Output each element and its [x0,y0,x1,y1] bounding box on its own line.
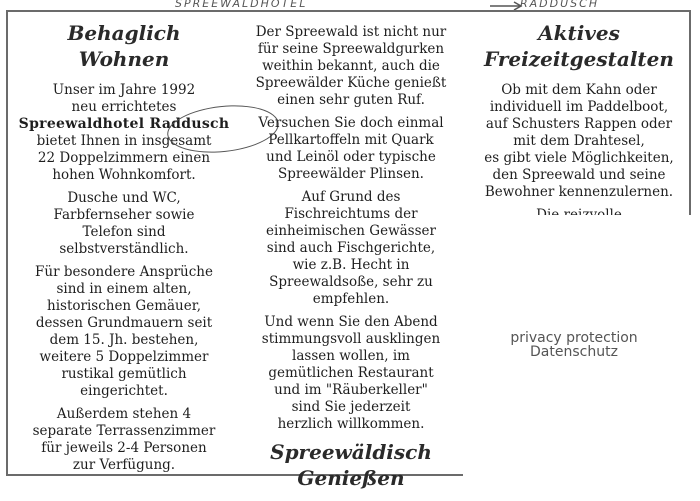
heading-line: Behaglich [67,21,181,45]
text-line: Versuchen Sie doch einmal [258,115,444,131]
text-line: historischen Gemäuer, [47,298,201,314]
text-line: Der Spreewald ist nicht nur [255,24,447,40]
text-line: mit dem Drahtesel, [513,133,645,149]
text-line: gemütlichen Restaurant [268,365,434,381]
heading-behaglich-wohnen [14,20,234,72]
text-line: selbstverständlich. [59,241,189,257]
text-line: einheimischen Gewässer [266,223,436,239]
text-line: stimmungsvoll ausklingen [261,331,441,347]
text-line: hohen Wohnkomfort. [52,167,196,183]
text-line: und Leinöl oder typische [266,149,436,165]
privacy-line: Datenschutz [530,344,618,360]
text-line: Fischreichtums der [284,206,418,222]
text-line: empfehlen. [312,291,390,307]
arrow-icon [490,0,550,10]
text-line: weithin bekannt, auch die [262,58,440,74]
heading-line: Genießen [297,466,405,490]
paragraph-evening [240,314,462,433]
text-line: sind in einem alten, [56,281,192,297]
heading-line: Wohnen [78,47,170,71]
text-line: und im "Räuberkeller" [274,382,428,398]
text-line: wie z.B. Hecht in [292,257,410,273]
text-line: rustikal gemütlich [61,366,187,382]
text-line: für jeweils 2-4 Personen [41,440,207,456]
hotel-name-wrapper [19,116,230,132]
text-line: Ob mit dem Kahn oder [501,82,657,98]
text-line: einen sehr guten Ruf. [277,92,425,108]
privacy-line: privacy protection [510,330,638,346]
text-line: weitere 5 Doppelzimmer [39,349,209,365]
text-line: neu errichtetes [71,99,177,115]
column-spreewaldisch-geniessen [240,24,462,501]
text-line: dessen Grundmauern seit [35,315,213,331]
text-line: Auf Grund des [301,189,401,205]
text-line: Pellkartoffeln mit Quark [268,132,434,148]
text-line: dem 15. Jh. bestehen, [49,332,199,348]
paragraph-fish [240,189,462,308]
hotel-name: Spreewaldhotel Raddusch [18,116,230,132]
text-line: zur Verfügung. [72,457,176,473]
text-line: für seine Spreewaldgurken [257,41,445,57]
paragraph-dishes [240,115,462,183]
text-line: Spreewälder Küche genießt [255,75,447,91]
text-line: auf Schusters Rappen oder [485,116,673,132]
paragraph-historic [14,264,234,400]
paragraph-intro [14,82,234,184]
text-line: Und wenn Sie den Abend [264,314,438,330]
text-line: es gibt viele Möglichkeiten, [484,150,674,166]
text-line: Spreewälder Plinsen. [278,166,424,182]
text-line: lassen wollen, im [292,348,410,364]
text-line: sind Sie jederzeit [291,399,411,415]
heading-line: Freizeitgestalten [484,47,674,71]
text-line: Dusche und WC, [67,190,181,206]
heading-aktives-freizeitgestalten [468,20,690,72]
text-line: Für besondere Ansprüche [35,264,213,280]
paragraph-terrace [14,406,234,474]
paragraph-activities [468,82,690,201]
text-line: individuell im Paddelboot, [489,99,669,115]
text-line: Farbfernseher sowie [53,207,195,223]
column-behaglich-wohnen [14,20,234,480]
heading-line: Aktives [538,21,620,45]
heading-spreewaldisch-geniessen [240,439,462,491]
text-line: Unser im Jahre 1992 [52,82,196,98]
text-line: Telefon sind [82,224,166,240]
text-line: sind auch Fischgerichte, [266,240,436,256]
handwritten-note-right: RADDUSCH [520,0,600,10]
paragraph-amenities [14,190,234,258]
text-line: den Spreewald und seine [492,167,666,183]
text-line: bietet Ihnen in insgesamt [36,133,212,149]
text-line: eingerichtet. [80,383,168,399]
handwritten-note-top: SPREEWALDHOTEL [175,0,308,10]
heading-line: Spreewäldisch [270,440,432,464]
text-line: Bewohner kennenzulernen. [484,184,674,200]
paragraph-cuisine [240,24,462,109]
text-line: Außerdem stehen 4 [56,406,192,422]
column-aktives-freizeitgestalten [468,20,690,230]
text-line: separate Terrassenzimmer [32,423,216,439]
privacy-notice [498,331,650,359]
text-line: 22 Doppelzimmern einen [37,150,211,166]
text-line: herzlich willkommen. [277,416,425,432]
text-line: Spreewaldsoße, sehr zu [269,274,433,290]
